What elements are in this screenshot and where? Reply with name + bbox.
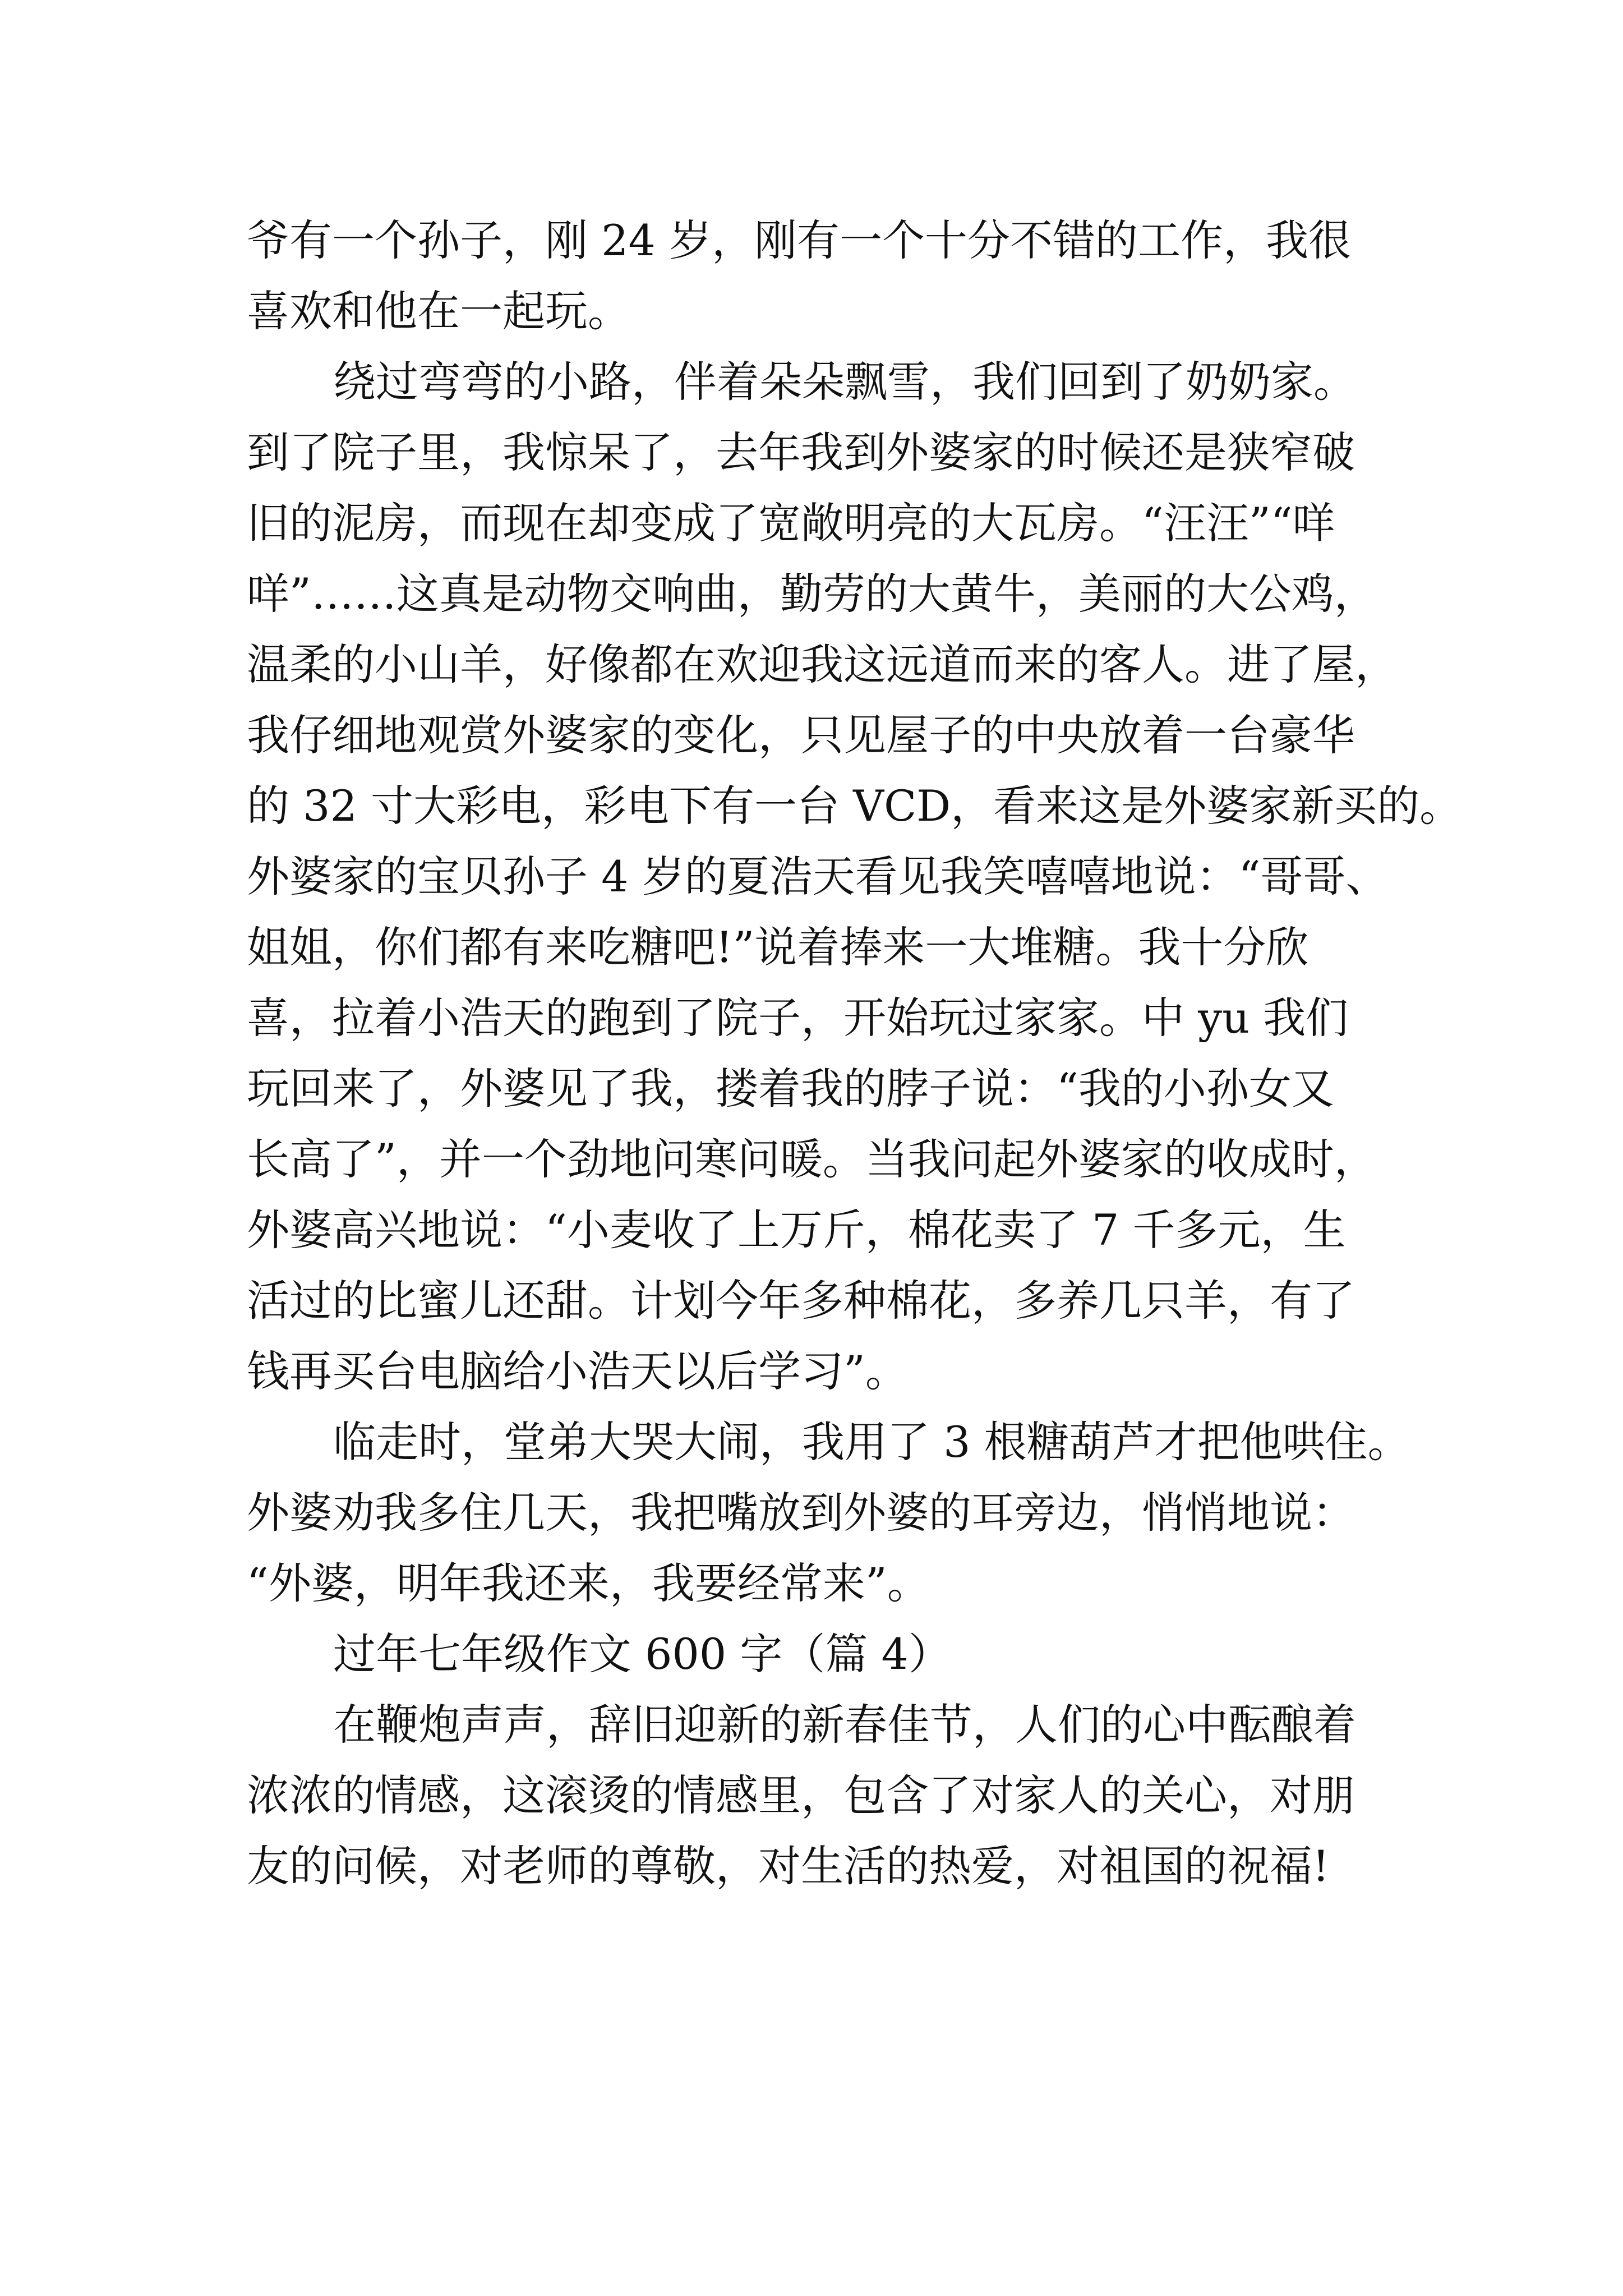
text-line: 外婆劝我多住几天，我把嘴放到外婆的耳旁边，悄悄地说：	[247, 1488, 1355, 1538]
text-line: 友的问候，对老师的尊敬，对生活的热爱，对祖国的祝福!	[247, 1841, 1330, 1891]
text-line: 到了院子里，我惊呆了，去年我到外婆家的时候还是狭窄破	[247, 427, 1355, 477]
text-line: 外婆家的宝贝孙子 4 岁的夏浩天看见我笑嘻嘻地说：“哥哥、	[247, 852, 1389, 901]
text-line: 外婆高兴地说：“小麦收了上万斤，棉花卖了 7 千多元，生	[247, 1205, 1346, 1255]
text-line: 的 32 寸大彩电，彩电下有一台 VCD，看来这是外婆家新买的。	[247, 781, 1463, 831]
essay-body	[247, 205, 1463, 1902]
text-line: 爷有一个孙子，刚 24 岁，刚有一个十分不错的工作，我很	[247, 215, 1352, 265]
text-line: 旧的泥房，而现在却变成了宽敞明亮的大瓦房。“汪汪”“咩	[247, 498, 1335, 548]
paragraph-start-line: 在鞭炮声声，辞旧迎新的新春佳节，人们的心中酝酿着	[333, 1700, 1356, 1750]
text-line: “外婆，明年我还来，我要经常来”。	[247, 1558, 930, 1608]
text-line: 活过的比蜜儿还甜。计划今年多种棉花，多养几只羊，有了	[247, 1276, 1355, 1326]
paragraph-start-line: 绕过弯弯的小路，伴着朵朵飘雪，我们回到了奶奶家。	[333, 357, 1356, 407]
text-line: 浓浓的情感，这滚烫的情感里，包含了对家人的关心，对朋	[247, 1770, 1355, 1820]
text-line: 玩回来了，外婆见了我，搂着我的脖子说：“我的小孙女又	[247, 1064, 1334, 1114]
text-line: 温柔的小山羊，好像都在欢迎我这远道而来的客人。进了屋，	[247, 639, 1398, 689]
section-heading: 过年七年级作文 600 字（篇 4）	[333, 1629, 951, 1679]
text-line: 长高了”，并一个劲地问寒问暖。当我问起外婆家的收成时，	[247, 1134, 1377, 1184]
text-line: 咩”……这真是动物交响曲，勤劳的大黄牛，美丽的大公鸡，	[247, 569, 1377, 619]
text-line: 我仔细地观赏外婆家的变化，只见屋子的中央放着一台豪华	[247, 710, 1355, 760]
text-line: 喜欢和他在一起玩。	[247, 286, 630, 336]
text-line: 喜，拉着小浩天的跑到了院子，开始玩过家家。中 yu 我们	[247, 993, 1349, 1043]
paragraph-start-line: 临走时，堂弟大哭大闹，我用了 3 根糖葫芦才把他哄住。	[333, 1417, 1410, 1467]
text-line: 钱再买台电脑给小浩天以后学习”。	[247, 1346, 908, 1396]
text-line: 姐姐，你们都有来吃糖吧!”说着捧来一大堆糖。我十分欣	[247, 922, 1309, 972]
